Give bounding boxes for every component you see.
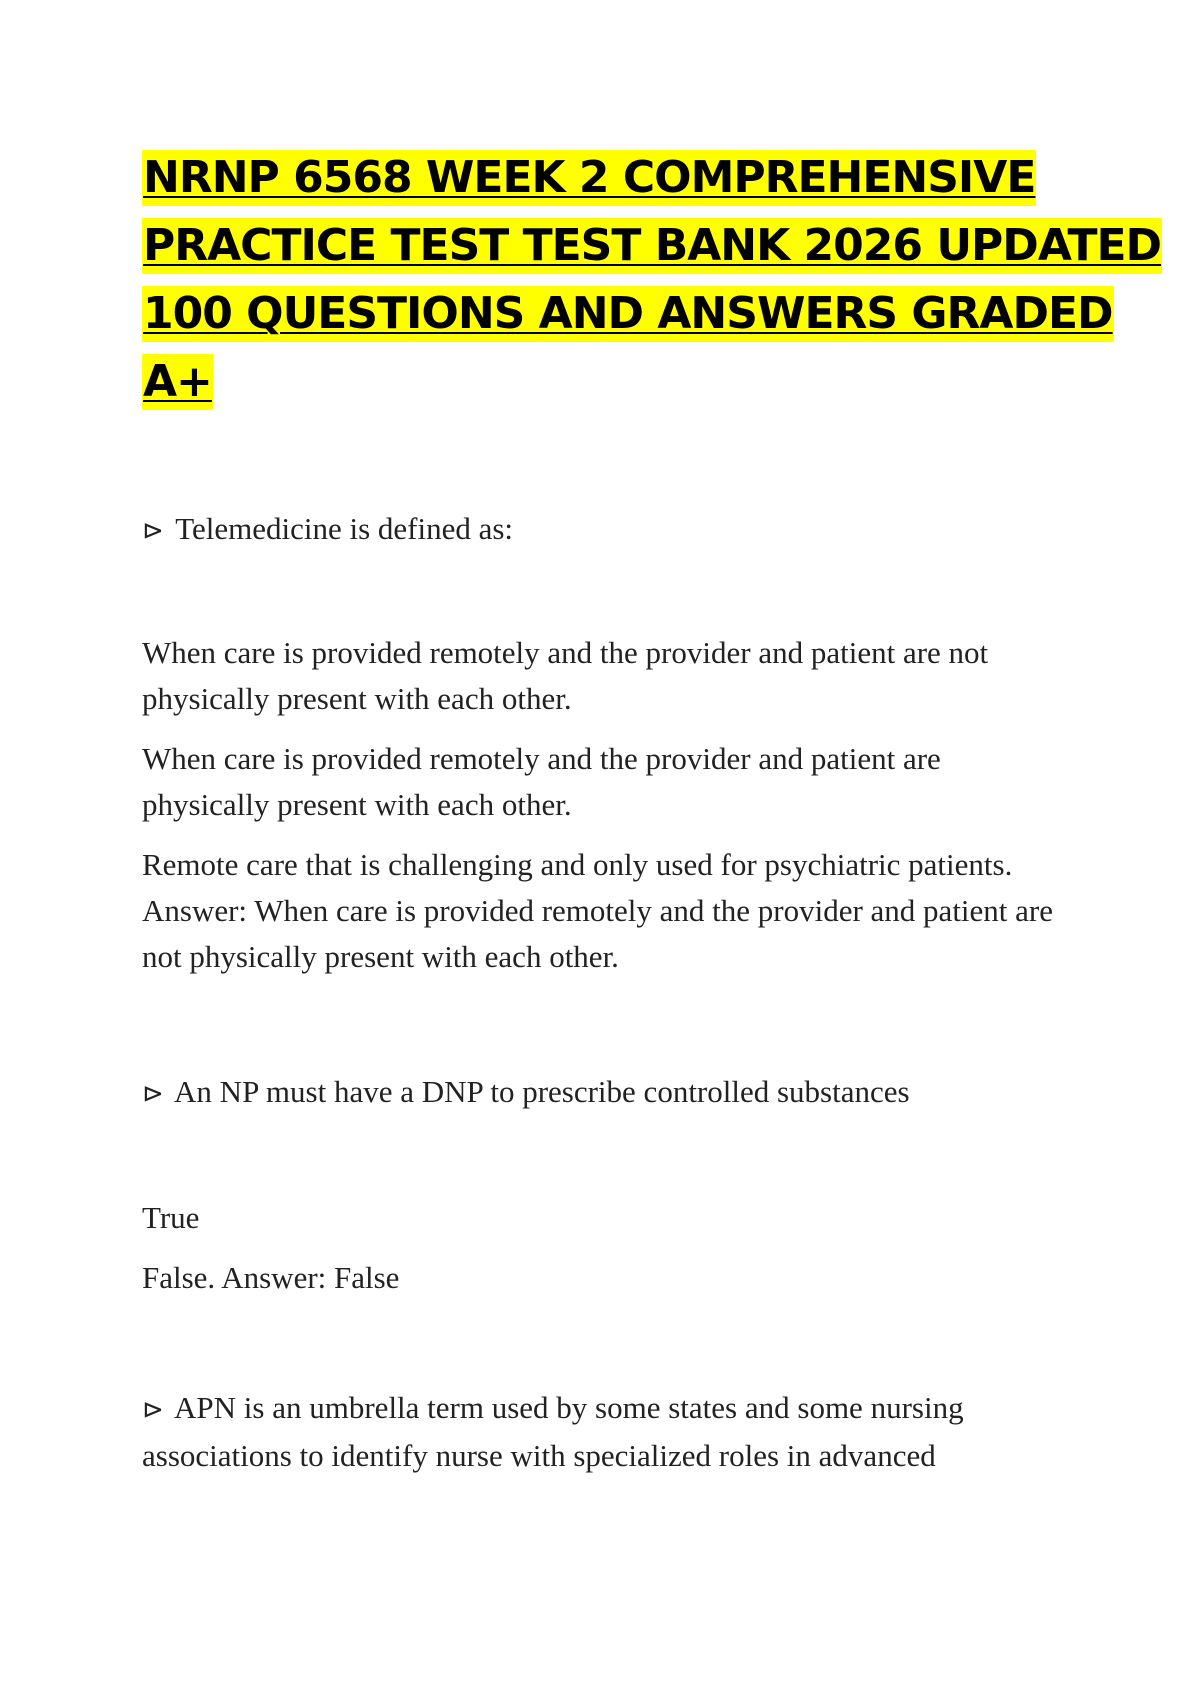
option-item: True xyxy=(142,1200,200,1235)
triangle-arrow-icon: ⊳ xyxy=(142,516,164,546)
question-2-prompt xyxy=(142,1069,1072,1117)
question-1-options xyxy=(142,630,1072,994)
option-item: When care is provided remotely and the provider and patient are not physically present with each other. xyxy=(142,635,989,716)
title-line-1: NRNP 6568 WEEK 2 COMPREHENSIVE xyxy=(142,150,1036,206)
title-line-2: PRACTICE TEST TEST BANK 2026 UPDATED xyxy=(142,218,1162,274)
option-item: Remote care that is challenging and only used for psychiatric patients. Answer: When care is provided remotely and the provider and patient are not physically present with each other. xyxy=(142,847,1054,974)
title-line-3: 100 QUESTIONS AND ANSWERS GRADED xyxy=(142,286,1114,342)
question-3-prompt xyxy=(142,1385,1072,1479)
question-text: Telemedicine is defined as: xyxy=(175,511,514,546)
triangle-arrow-icon: ⊳ xyxy=(142,1079,164,1109)
triangle-arrow-icon: ⊳ xyxy=(142,1395,164,1425)
document-title xyxy=(142,150,1162,422)
question-1-prompt xyxy=(142,506,1072,554)
option-item: False. Answer: False xyxy=(142,1260,400,1295)
option-item: When care is provided remotely and the provider and patient are physically present with each other. xyxy=(142,741,941,822)
question-2-options xyxy=(142,1195,1072,1315)
question-text: APN is an umbrella term used by some states and some nursing associations to identify nurse with specialized roles in advanced xyxy=(142,1390,964,1473)
question-text: An NP must have a DNP to prescribe controlled substances xyxy=(174,1074,910,1109)
title-line-4: A+ xyxy=(142,354,213,410)
